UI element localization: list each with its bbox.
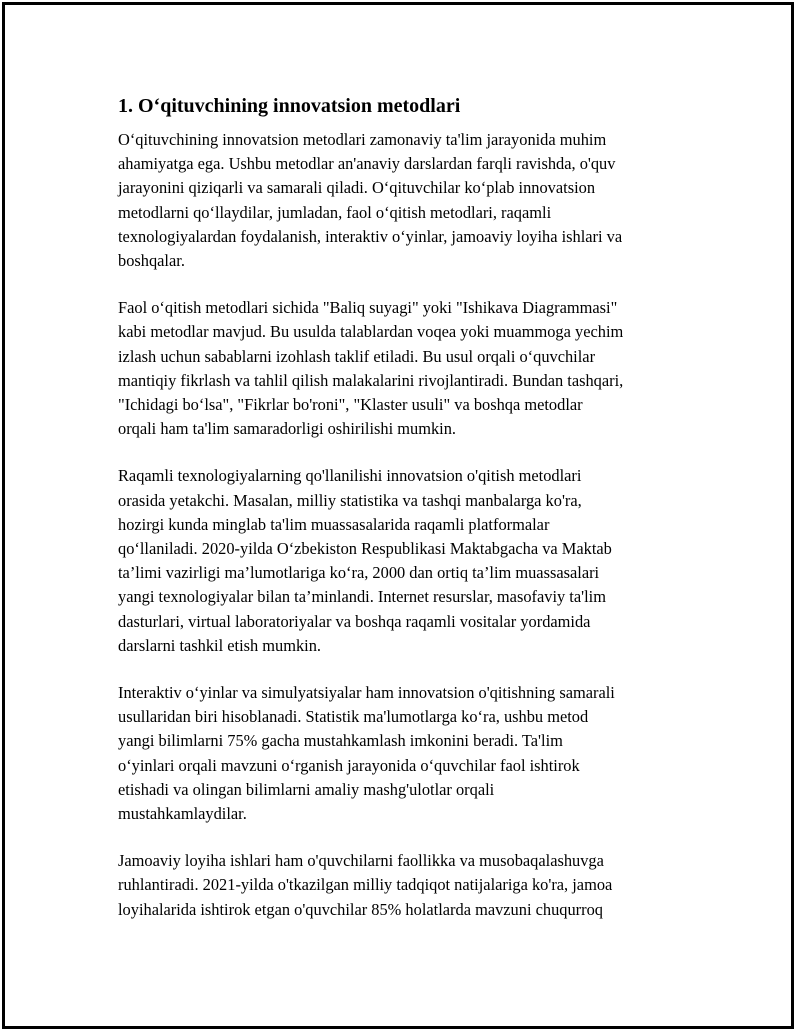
paragraph-line: qo‘llaniladi. 2020-yilda O‘zbekiston Respublikasi Maktabgacha va Maktab (118, 539, 612, 559)
paragraph-line: loyihalarida ishtirok etgan o'quvchilar 85% holatlarda mavzuni chuqurroq (118, 899, 603, 919)
paragraph-line: orqali ham ta'lim samaradorligi oshirilishi mumkin. (118, 419, 457, 439)
paragraph-line: Raqamli texnologiyalarning qo'llanilishi innovatsion o'qitish metodlari (118, 466, 582, 486)
paragraph-line: usullaridan biri hisoblanadi. Statistik ma'lumotlarga ko‘ra, ushbu metod (118, 707, 589, 727)
paragraph-line: mustahkamlaydilar. (118, 804, 247, 824)
paragraph-line: hozirgi kunda minglab ta'lim muassasalarida raqamli platformalar (118, 514, 550, 534)
paragraph-line: orasida yetakchi. Masalan, milliy statistika va tashqi manbalarga ko'ra, (118, 490, 582, 510)
paragraph-line: texnologiyalardan foydalanish, interaktiv o‘yinlar, jamoaviy loyiha ishlari va (118, 226, 623, 246)
paragraph-interactive-games (118, 681, 718, 826)
paragraph-line: Faol o‘qitish metodlari sichida "Baliq suyagi" yoki "Ishikava Diagrammasi" (118, 298, 618, 318)
section-heading: 1. O‘qituvchining innovatsion metodlari (118, 95, 461, 117)
paragraph-line: dasturlari, virtual laboratoriyalar va boshqa raqamli vositalar yordamida (118, 611, 591, 631)
paragraph-line: darslarni tashkil etish mumkin. (118, 635, 322, 655)
paragraph-team-projects (118, 849, 718, 922)
paragraph-line: ta’limi vazirligi ma’lumotlariga ko‘ra, 2000 dan ortiq ta’lim muassasalari (118, 563, 600, 583)
paragraph-line: mantiqiy fikrlash va tahlil qilish malakalarini rivojlantiradi. Bundan tashqari, (118, 370, 624, 390)
paragraph-line: izlash uchun sabablarni izohlash taklif etiladi. Bu usul orqali o‘quvchilar (118, 346, 596, 366)
paragraph-line: yangi bilimlarni 75% gacha mustahkamlash imkonini beradi. Ta'lim (118, 731, 563, 751)
paragraph-line: metodlarni qo‘llaydilar, jumladan, faol o‘qitish metodlari, raqamli (118, 202, 552, 222)
paragraph-active-methods (118, 296, 718, 441)
paragraph-line: "Ichidagi bo‘lsa", "Fikrlar bo'roni", "Klaster usuli" va boshqa metodlar (118, 395, 583, 415)
paragraph-line: Interaktiv o‘yinlar va simulyatsiyalar ham innovatsion o'qitishning samarali (118, 683, 615, 703)
paragraph-line: etishadi va olingan bilimlarni amaliy mashg'ulotlar orqali (118, 779, 495, 799)
paragraph-line: Jamoaviy loyiha ishlari ham o'quvchilarni faollikka va musobaqalashuvga (118, 851, 604, 871)
paragraph-digital-technologies (118, 464, 718, 658)
paragraph-line: yangi texnologiyalar bilan ta’minlandi. Internet resurslar, masofaviy ta'lim (118, 587, 606, 607)
paragraph-line: boshqalar. (118, 251, 185, 271)
document-body (118, 92, 718, 945)
paragraph-line: ruhlantiradi. 2021-yilda o'tkazilgan milliy tadqiqot natijalariga ko'ra, jamoa (118, 875, 613, 895)
paragraph-line: jarayonini qiziqarli va samarali qiladi. O‘qituvchilar ko‘plab innovatsion (118, 178, 596, 198)
paragraph-line: O‘qituvchining innovatsion metodlari zamonaviy ta'lim jarayonida muhim (118, 130, 607, 149)
paragraph-line: kabi metodlar mavjud. Bu usulda talablardan voqea yoki muammoga yechim (118, 322, 624, 342)
paragraph-line: o‘yinlari orqali mavzuni o‘rganish jarayonida o‘quvchilar faol ishtirok (118, 755, 580, 775)
paragraph-line: ahamiyatga ega. Ushbu metodlar an'anaviy darslardan farqli ravishda, o'quv (118, 154, 616, 174)
paragraph-intro (118, 128, 718, 273)
